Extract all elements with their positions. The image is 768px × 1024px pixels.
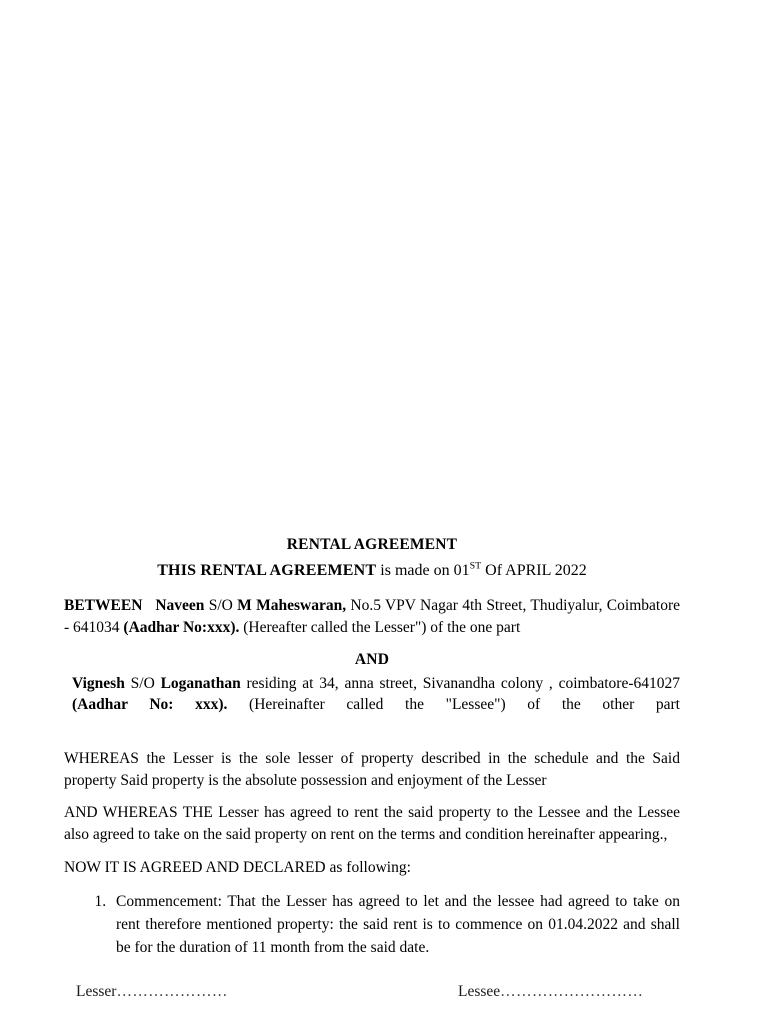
clause-commencement: 1. Commencement: That the Lesser has agreed to let and the lessee had agreed to take on rent therefore mentioned property: the said rent is to commence on 01.04.2022 and shall be for the duration of 11 month from the said date. bbox=[110, 890, 680, 959]
agreement-made-on-text: is made on 01 bbox=[376, 562, 470, 579]
lesser-aadhar: (Aadhar No:xxx). bbox=[123, 618, 240, 636]
lesser-father-name: M Maheswaran, bbox=[237, 597, 347, 614]
lesser-role-note: (Hereafter called the Lesser") of the one part bbox=[239, 618, 521, 636]
lesser-party-paragraph bbox=[64, 595, 680, 638]
lessee-name: Vignesh bbox=[72, 674, 125, 692]
and-separator-label: AND bbox=[354, 651, 390, 668]
agreement-date-line bbox=[64, 560, 680, 582]
lessee-father-name: Loganathan bbox=[160, 674, 241, 692]
lesser-signature-dots: ………………… bbox=[116, 982, 228, 1000]
agreed-and-declared-heading: NOW IT IS AGREED AND DECLARED as following: bbox=[64, 859, 411, 876]
agreement-subtitle-lead: THIS RENTAL AGREEMENT bbox=[157, 562, 377, 579]
recital-and-whereas: AND WHEREAS THE Lesser has agreed to rent the said property to the Lessee and the Lessee also agreed to take on the said property on rent on the terms and condition hereinafter appearing., bbox=[64, 804, 680, 843]
signature-block bbox=[64, 983, 680, 1009]
lessee-role-note: (Hereinafter called the "Lessee") of the other part bbox=[227, 696, 680, 713]
lessee-address: residing at 34, anna street, Sivanandha colony , coimbatore-641027 bbox=[240, 674, 680, 692]
recital-whereas: WHEREAS the Lesser is the sole lesser of property described in the schedule and the Said property Said property is the absolute possession and enjoyment of the Lesser bbox=[64, 750, 680, 789]
lessee-signature-label: Lessee bbox=[458, 982, 501, 1000]
lesser-signature-line[interactable] bbox=[76, 983, 228, 1001]
lesser-name: Naveen bbox=[155, 597, 205, 614]
lessee-signature-line[interactable] bbox=[458, 983, 643, 1001]
lessee-aadhar: (Aadhar No: xxx). bbox=[72, 696, 228, 713]
lessee-party-paragraph bbox=[64, 673, 680, 738]
agreement-date-rest: Of APRIL 2022 bbox=[481, 562, 587, 579]
lesser-signature-label: Lesser bbox=[76, 982, 117, 1000]
lesser-address: No.5 VPV Nagar 4th Street, Thudiyalur, Coimbatore - 641034 bbox=[64, 597, 680, 636]
lessee-relation: S/O bbox=[124, 674, 161, 692]
lessee-party-block bbox=[64, 649, 680, 737]
agreement-clause-list bbox=[64, 890, 680, 959]
date-ordinal-suffix: ST bbox=[469, 560, 482, 572]
lessee-signature-dots: ……………………… bbox=[500, 982, 644, 1000]
between-label: BETWEEN bbox=[64, 597, 143, 614]
document-body bbox=[64, 535, 680, 1009]
page-title: RENTAL AGREEMENT bbox=[286, 536, 458, 553]
lesser-relation: S/O bbox=[208, 597, 233, 614]
